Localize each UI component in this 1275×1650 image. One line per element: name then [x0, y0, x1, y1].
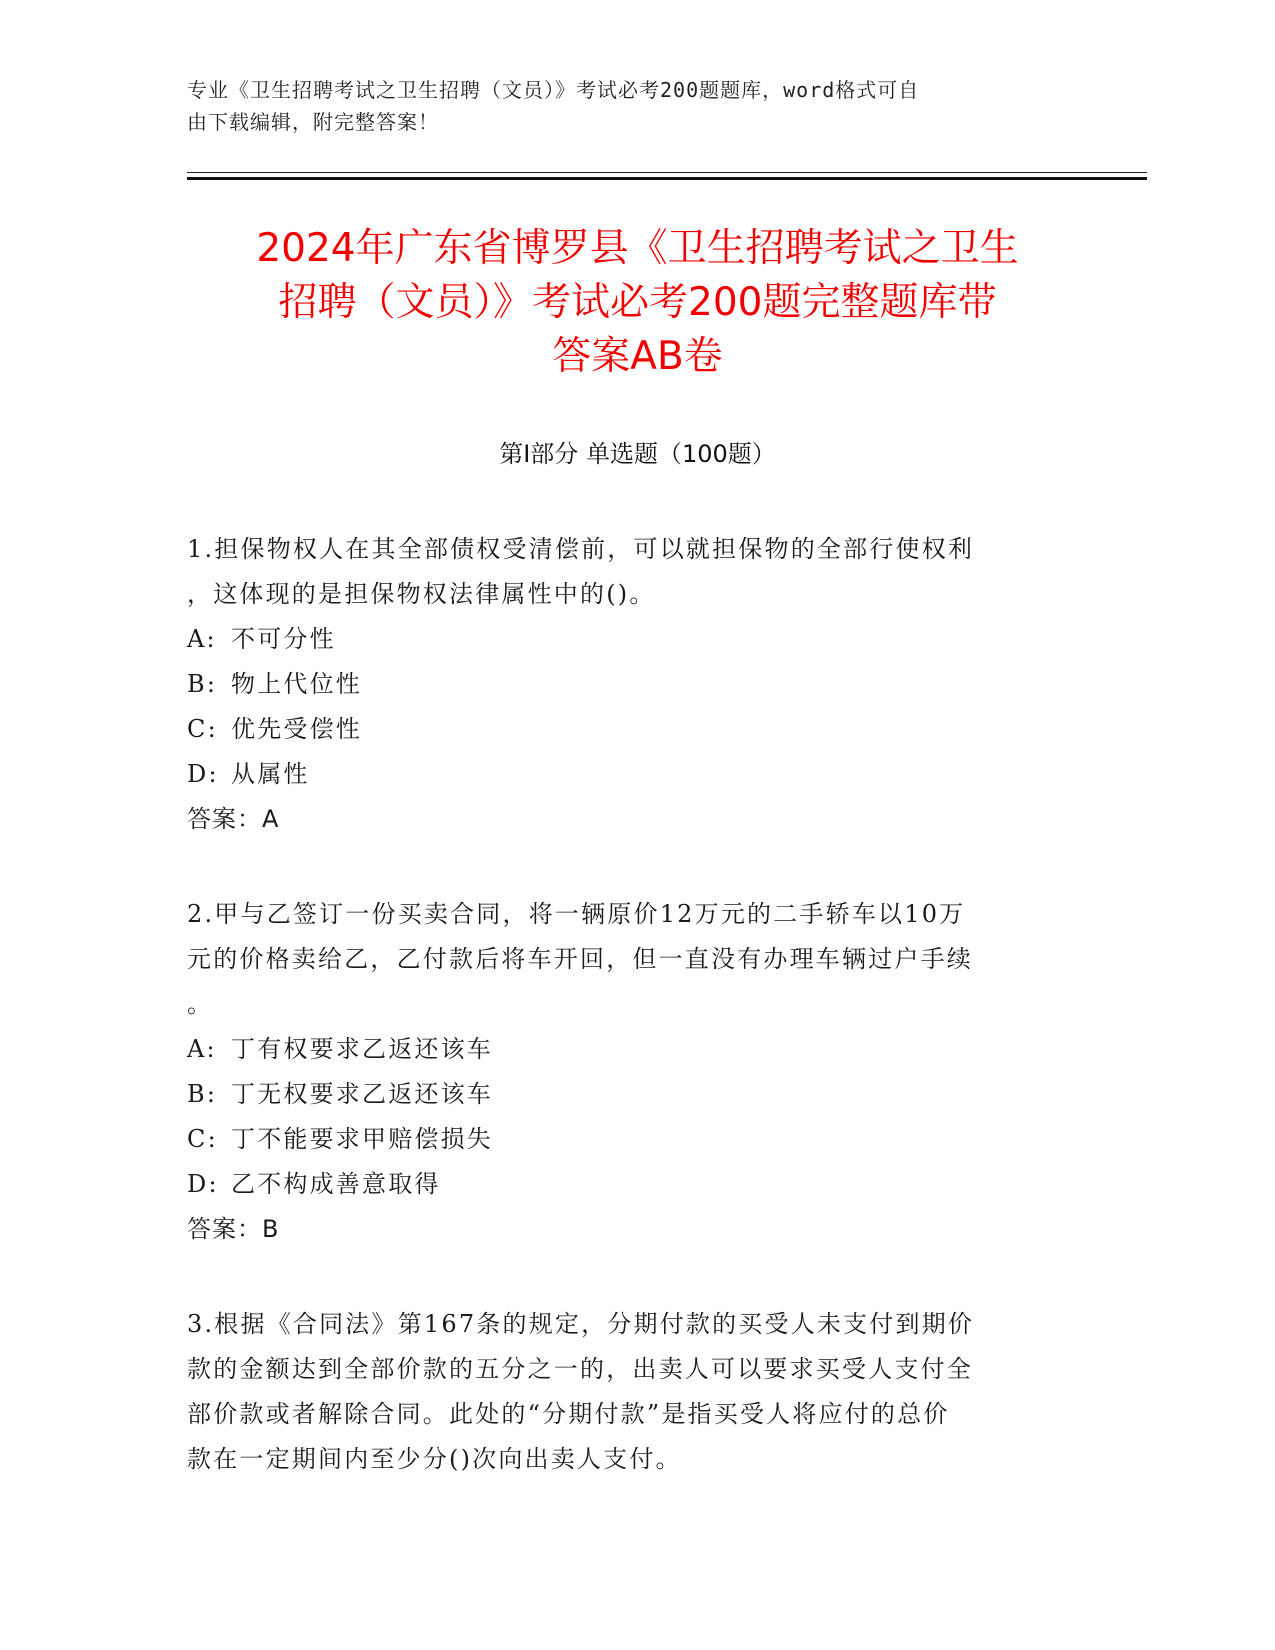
question-stem	[187, 892, 1067, 1027]
option-text: 丁有权要求乙返还该车	[231, 1035, 493, 1063]
option-text: 优先受偿性	[231, 715, 362, 743]
option-text: 丁不能要求甲赔偿损失	[231, 1125, 493, 1153]
question-stem-line: 部价款或者解除合同。此处的“分期付款”是指买受人将应付的总价	[187, 1400, 950, 1428]
question-1	[187, 527, 1067, 842]
question-stem-line: ，这体现的是担保物权法律属性中的()。	[187, 580, 656, 608]
option-key: C:	[187, 1125, 218, 1153]
header-note-line-1: 专业《卫生招聘考试之卫生招聘（文员）》考试必考200题题库，word格式可自	[187, 78, 920, 102]
option-item	[187, 1072, 1067, 1117]
option-key: B:	[187, 1080, 218, 1108]
option-item	[187, 707, 1067, 752]
option-item	[187, 662, 1067, 707]
question-list	[187, 527, 1067, 1532]
header-note-line-2: 由下载编辑，附完整答案！	[187, 110, 439, 134]
option-item	[187, 1162, 1067, 1207]
option-key: D:	[187, 1170, 219, 1198]
option-key: B:	[187, 670, 218, 698]
answer-line: 答案：A	[187, 805, 280, 833]
option-list	[187, 617, 1067, 797]
option-item	[187, 752, 1067, 797]
title-line-2: 招聘（文员）》考试必考200题完整题库带	[278, 280, 997, 325]
option-key: A:	[187, 1035, 217, 1063]
question-stem-line: 。	[187, 990, 214, 1018]
title-line-3: 答案AB卷	[552, 334, 723, 379]
option-key: C:	[187, 715, 218, 743]
question-stem-line: 2.甲与乙签订一份买卖合同，将一辆原价12万元的二手轿车以10万	[187, 900, 966, 928]
option-item	[187, 1117, 1067, 1162]
question-stem	[187, 527, 1067, 617]
question-stem-line: 款的金额达到全部价款的五分之一的，出卖人可以要求买受人支付全	[187, 1355, 973, 1383]
option-key: A:	[187, 625, 217, 653]
question-stem-line: 元的价格卖给乙，乙付款后将车开回，但一直没有办理车辆过户手续	[187, 945, 973, 973]
answer-line: 答案：B	[187, 1215, 280, 1243]
option-list	[187, 1027, 1067, 1207]
question-3	[187, 1302, 1067, 1482]
option-text: 丁无权要求乙返还该车	[231, 1080, 493, 1108]
option-item	[187, 617, 1067, 662]
question-stem	[187, 1302, 1067, 1482]
question-stem-line: 1.担保物权人在其全部债权受清偿前，可以就担保物的全部行使权利	[187, 535, 975, 563]
question-stem-line: 3.根据《合同法》第167条的规定，分期付款的买受人未支付到期价	[187, 1310, 975, 1338]
header-rule-thin	[187, 172, 1147, 173]
section-heading: 第Ⅰ部分 单选题（100题）	[499, 440, 776, 468]
option-text: 从属性	[231, 760, 310, 788]
option-item	[187, 1027, 1067, 1072]
document-title	[160, 222, 1115, 384]
header-rule-thick	[187, 177, 1147, 180]
option-key: D:	[187, 760, 219, 788]
question-stem-line: 款在一定期间内至少分()次向出卖人支付。	[187, 1445, 682, 1473]
option-text: 物上代位性	[231, 670, 362, 698]
title-line-1: 2024年广东省博罗县《卫生招聘考试之卫生	[256, 226, 1019, 271]
question-2	[187, 892, 1067, 1252]
option-text: 乙不构成善意取得	[231, 1170, 441, 1198]
header-note	[187, 74, 1087, 138]
option-text: 不可分性	[231, 625, 336, 653]
